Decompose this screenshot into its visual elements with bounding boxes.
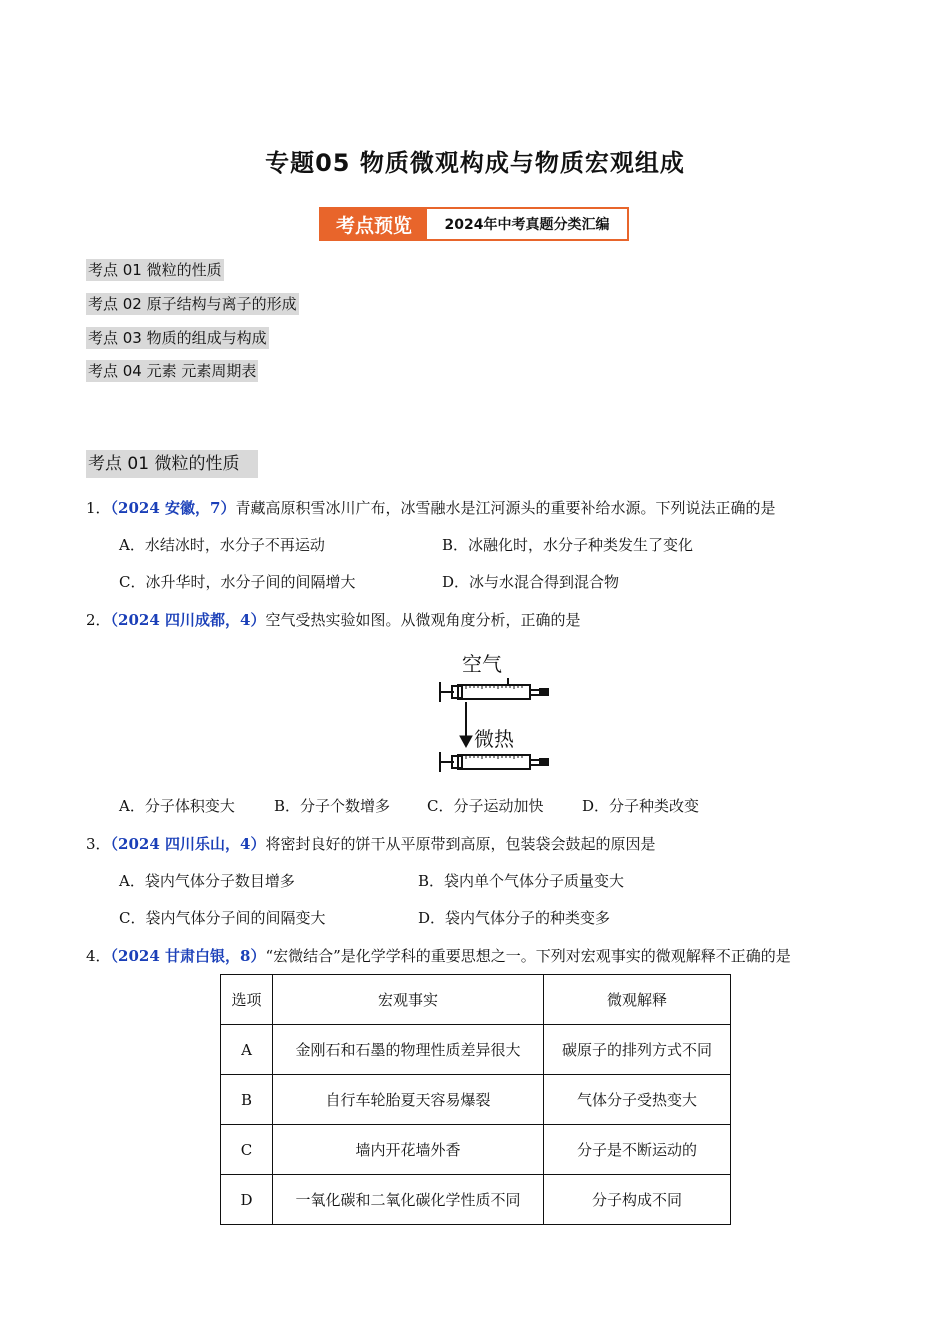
syringe-top-icon [440,678,548,702]
question-number: 1． [86,499,111,517]
toc-item-1[interactable]: 考点 01 微粒的性质 [88,261,222,279]
question-number: 3． [86,835,111,853]
question-number: 4． [86,947,111,965]
question-text: “宏微结合”是化学学科的重要思想之一。下列对宏观事实的微观解释不正确的是 [265,947,791,965]
syringe-diagram [436,648,552,778]
answer-table [220,974,731,1225]
table-cell: 金刚石和石墨的物理性质差异很大 [273,1025,544,1075]
toc-item-3[interactable]: 考点 03 物质的组成与构成 [88,329,267,347]
option-a: A．水结冰时，水分子不再运动 [119,536,325,554]
table-cell: 气体分子受热变大 [544,1075,731,1125]
toc-item-4[interactable]: 考点 04 元素 元素周期表 [88,362,257,380]
table-cell: 分子是不断运动的 [544,1125,731,1175]
option-b: B．袋内单个气体分子质量变大 [418,872,625,890]
table-cell: A [221,1025,273,1075]
diagram-bottom-label: 微热 [474,727,514,751]
option-d: D．袋内气体分子的种类变多 [418,909,611,927]
question-2 [86,609,580,631]
table-header: 微观解释 [544,975,731,1025]
table-cell: B [221,1075,273,1125]
option-a: A．分子体积变大 [119,797,235,815]
badge-left-label: 考点预览 [321,209,427,239]
diagram-top-label: 空气 [462,652,502,676]
option-c: C．袋内气体分子间的间隔变大 [119,909,326,927]
table-cell: 分子构成不同 [544,1175,731,1225]
table-row [221,1125,731,1175]
question-text: 青藏高原积雪冰川广布，冰雪融水是江河源头的重要补给水源。下列说法正确的是 [235,499,776,517]
question-1 [86,497,775,519]
question-source: （2024 四川乐山，4） [110,835,266,853]
table-cell: 墙内开花墙外香 [273,1125,544,1175]
table-row [221,1075,731,1125]
arrow-down-icon [460,702,472,747]
table-header: 宏观事实 [273,975,544,1025]
table-cell: 碳原子的排列方式不同 [544,1025,731,1075]
option-c: C．冰升华时，水分子间的间隔增大 [119,573,356,591]
table-header-row [221,975,731,1025]
syringe-drawing [436,648,552,778]
syringe-bottom-icon [440,752,548,772]
question-4 [86,945,791,967]
table-cell: D [221,1175,273,1225]
option-d: D．分子种类改变 [582,797,700,815]
question-number: 2． [86,611,111,629]
option-b: B．分子个数增多 [274,797,391,815]
question-source: （2024 安徽，7） [110,499,236,517]
table-cell: 自行车轮胎夏天容易爆裂 [273,1075,544,1125]
table-row [221,1025,731,1075]
question-text: 将密封良好的饼干从平原带到高原，包装袋会鼓起的原因是 [265,835,656,853]
question-text: 空气受热实验如图。从微观角度分析，正确的是 [265,611,581,629]
option-c: C．分子运动加快 [427,797,544,815]
question-source: （2024 甘肃白银，8） [110,947,266,965]
question-3 [86,833,655,855]
option-b: B．冰融化时，水分子种类发生了变化 [442,536,694,554]
table-header: 选项 [221,975,273,1025]
badge-right-label: 2024年中考真题分类汇编 [444,217,610,233]
toc-item-2[interactable]: 考点 02 原子结构与离子的形成 [88,295,297,313]
option-d: D．冰与水混合得到混合物 [442,573,620,591]
table-cell: C [221,1125,273,1175]
page-title: 专题05 物质微观构成与物质宏观组成 [265,149,685,177]
table-cell: 一氧化碳和二氧化碳化学性质不同 [273,1175,544,1225]
preview-badge [319,207,629,241]
option-a: A．袋内气体分子数目增多 [119,872,295,890]
table-row [221,1175,731,1225]
section-heading: 考点 01 微粒的性质 [86,450,258,478]
question-source: （2024 四川成都，4） [110,611,266,629]
